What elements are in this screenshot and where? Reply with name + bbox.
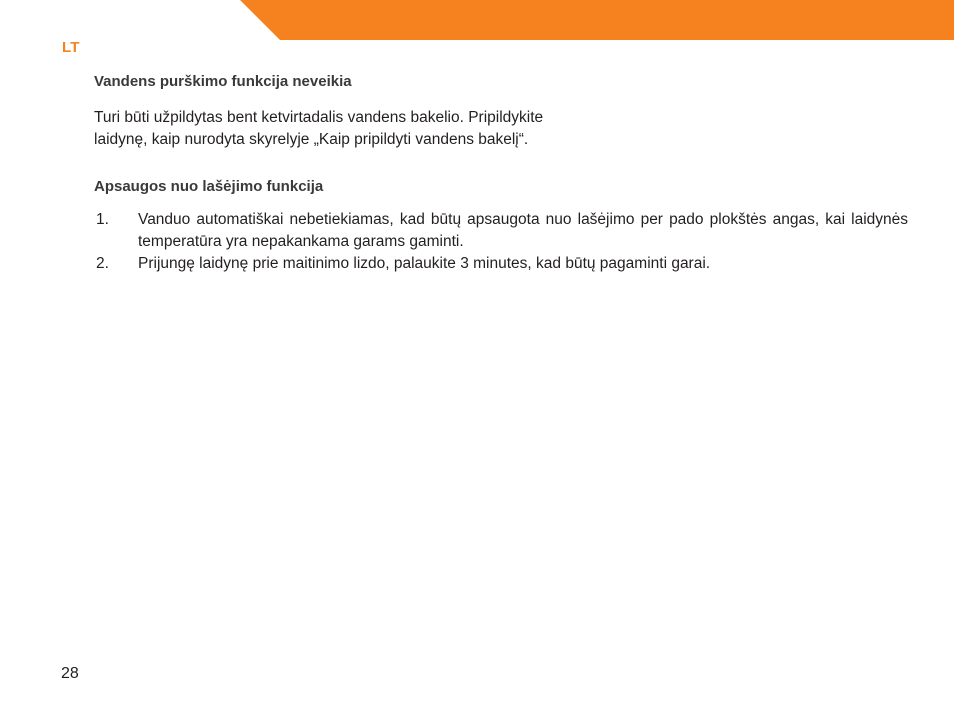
step-number: 2.	[96, 255, 109, 272]
paragraph-line-2: laidynę, kaip nurodyta skyrelyje „Kaip pripildyti vandens bakelį“.	[94, 131, 529, 148]
paragraph-line-1: Turi būti užpildytas bent ketvirtadalis vandens bakelio. Pripildykite	[94, 109, 544, 126]
section-paragraph-water-spray	[94, 107, 669, 151]
step-text: Prijungę laidynę prie maitinimo lizdo, palaukite 3 minutes, kad būtų pagaminti garai.	[138, 255, 711, 272]
language-tag: LT	[62, 39, 80, 56]
anti-drip-steps-list	[94, 209, 908, 275]
page-number: 28	[61, 665, 79, 682]
page-content	[94, 72, 908, 275]
list-item	[94, 209, 908, 253]
orange-corner-band	[0, 0, 954, 40]
list-item	[94, 253, 908, 275]
section-heading-water-spray: Vandens purškimo funkcija neveikia	[94, 73, 352, 90]
section-heading-anti-drip: Apsaugos nuo lašėjimo funkcija	[94, 178, 324, 195]
step-text: Vanduo automatiškai nebetiekiamas, kad būtų apsaugota nuo lašėjimo per pado plokštės angas, kai laidynės temperatūra yra nepakankama garams gaminti.	[138, 211, 908, 250]
step-number: 1.	[96, 211, 109, 228]
orange-corner-shape	[240, 0, 954, 40]
